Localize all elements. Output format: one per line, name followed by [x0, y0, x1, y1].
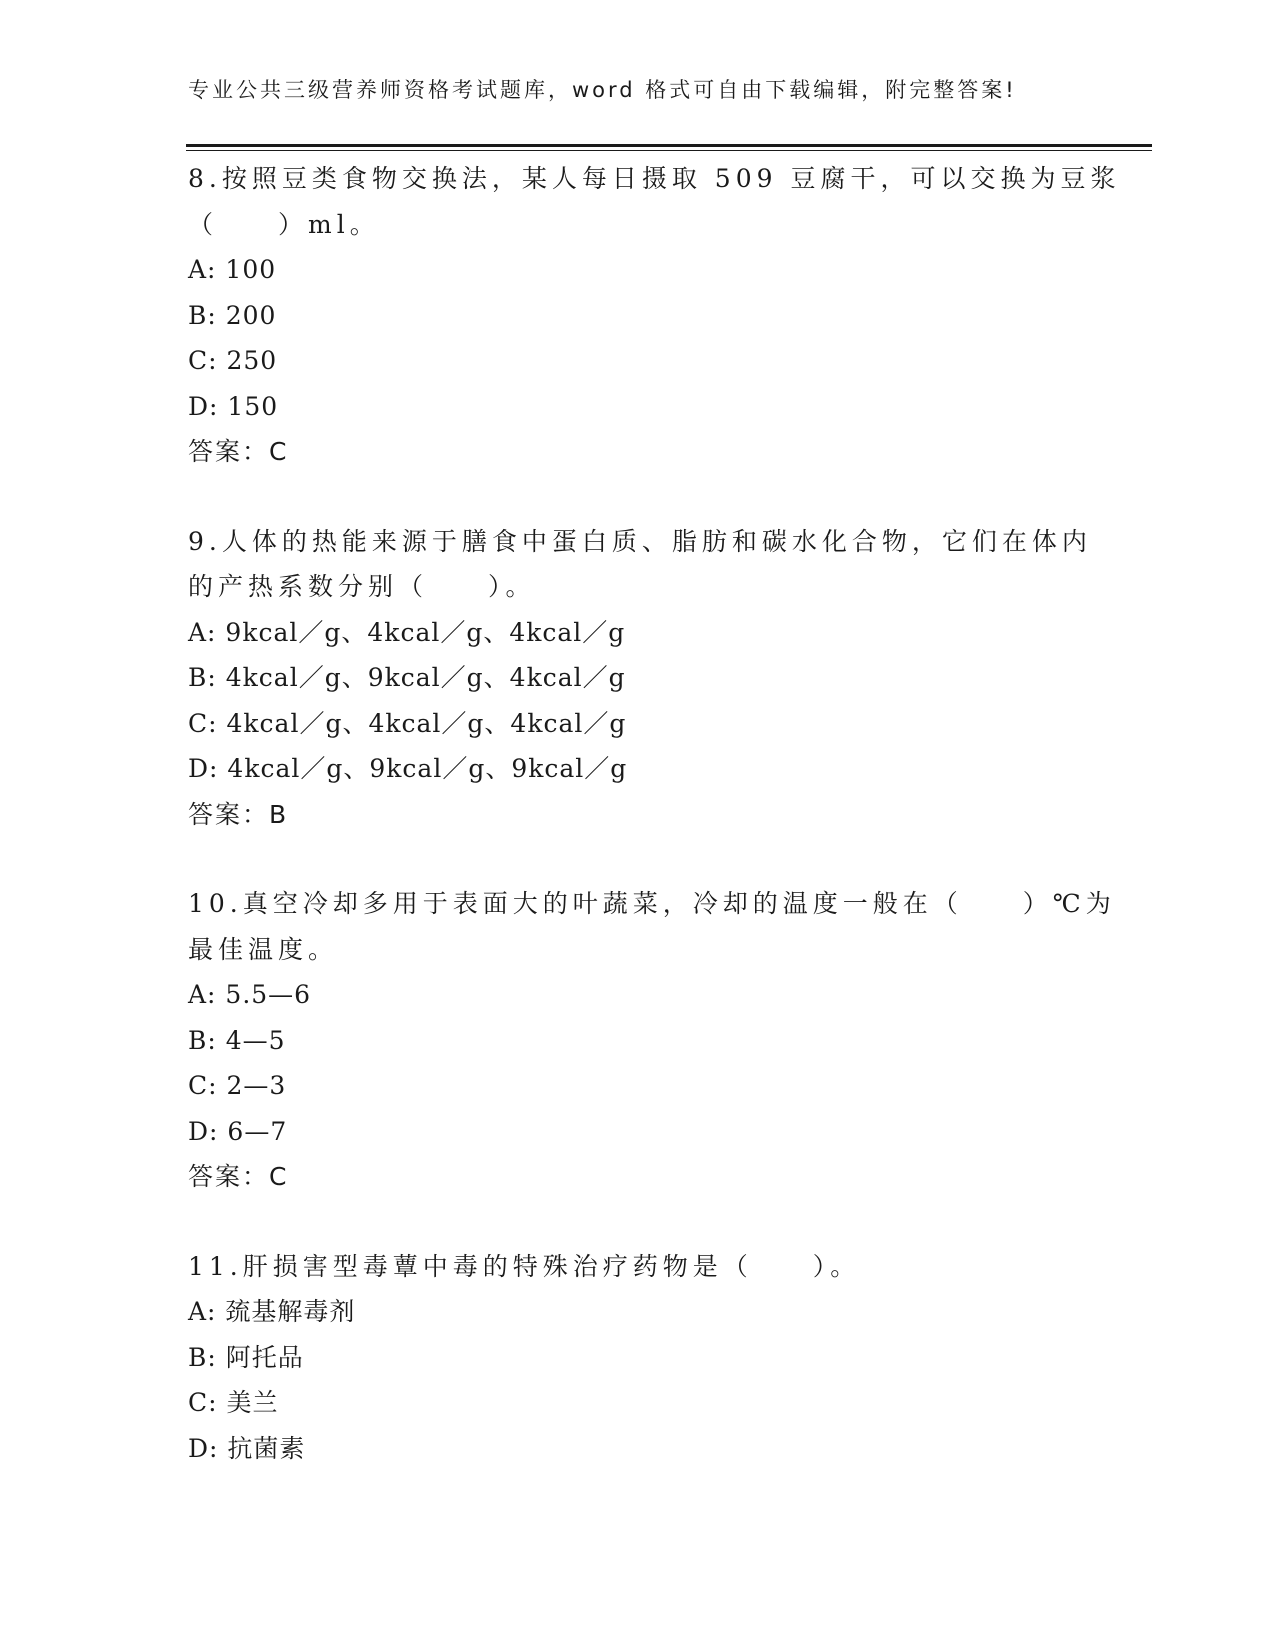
question-9 — [188, 519, 1092, 838]
option-d: D: 4kcal／g、9kcal／g、9kcal／g — [188, 754, 628, 783]
option-c: C: 2—3 — [188, 1071, 287, 1100]
option-b: B: 4kcal／g、9kcal／g、4kcal／g — [188, 663, 626, 692]
option-c: C: 美兰 — [188, 1388, 279, 1417]
question-text: 9.人体的热能来源于膳食中蛋白质、脂肪和碳水化合物，它们在体内 — [188, 526, 1092, 556]
question-text: 11.肝损害型毒蕈中毒的特殊治疗药物是（ ）。 — [188, 1251, 861, 1281]
option-c: C: 4kcal／g、4kcal／g、4kcal／g — [188, 708, 627, 738]
page-header: 专业公共三级营养师资格考试题库，word 格式可自由下载编辑，附完整答案! — [188, 78, 1017, 102]
option-d: D: 6—7 — [188, 1116, 288, 1146]
question-11 — [188, 1244, 1088, 1472]
question-list — [188, 156, 1121, 1515]
option-b: B: 200 — [188, 300, 277, 330]
option-a: A: 100 — [188, 255, 277, 284]
header-divider — [186, 144, 1152, 151]
question-8 — [188, 156, 1121, 475]
answer: 答案：C — [188, 437, 289, 466]
answer: 答案：C — [188, 1162, 289, 1191]
option-d: D: 抗菌素 — [188, 1433, 306, 1463]
answer: 答案：B — [188, 799, 289, 829]
option-a: A: 9kcal／g、4kcal／g、4kcal／g — [188, 617, 626, 647]
question-text: （ ）ml。 — [188, 209, 380, 239]
option-b: B: 4—5 — [188, 1025, 286, 1055]
question-10 — [188, 881, 1116, 1200]
option-d: D: 150 — [188, 391, 279, 421]
option-a: A: 5.5—6 — [188, 980, 312, 1009]
question-text: 10.真空冷却多用于表面大的叶蔬菜，冷却的温度一般在（ ）℃为 — [188, 889, 1116, 918]
question-text: 的产热系数分别（ ）。 — [188, 572, 536, 601]
option-a: A: 巯基解毒剂 — [188, 1297, 356, 1326]
question-text: 8.按照豆类食物交换法，某人每日摄取 509 豆腐干，可以交换为豆浆 — [188, 164, 1121, 193]
option-b: B: 阿托品 — [188, 1342, 304, 1372]
option-c: C: 250 — [188, 346, 278, 375]
question-text: 最佳温度。 — [188, 934, 339, 964]
